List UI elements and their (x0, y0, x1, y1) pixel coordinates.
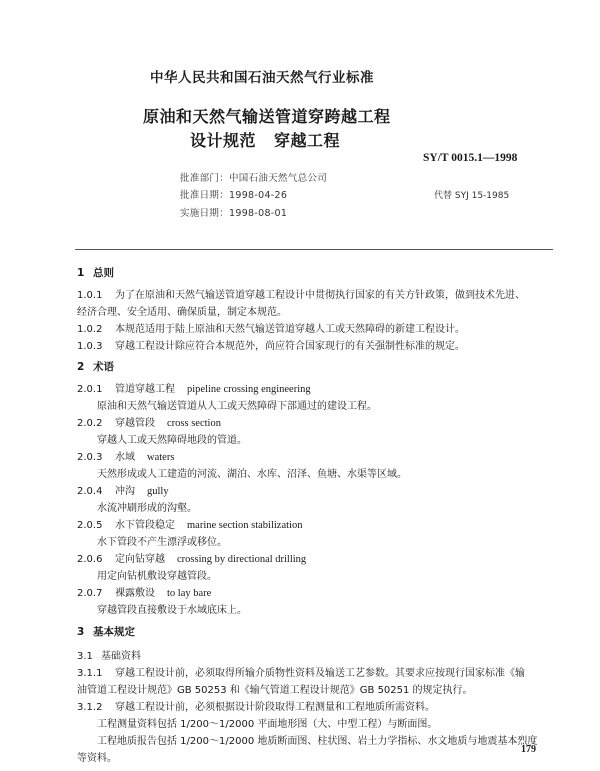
clause-continuation: 油管道工程设计规范》GB 50253 和《输气管道工程设计规范》GB 50251 的规定执行。 (77, 685, 473, 696)
approval-date: 批准日期：1998-04-26 (180, 190, 288, 201)
title-part-b: 穿越工程 (274, 131, 341, 150)
section-heading: 3 基本规定 (77, 626, 135, 638)
replaces-standard: 代替 SYJ 15-1985 (434, 191, 510, 201)
term-definition: 水流冲刷形成的沟壑。 (97, 503, 197, 514)
term-definition: 天然形成或人工建造的河流、湖泊、水库、沼泽、鱼塘、水渠等区域。 (97, 469, 407, 480)
effective-date: 实施日期：1998-08-01 (180, 208, 288, 219)
term-definition: 原油和天然气输送管道从人工或天然障碍下部通过的建设工程。 (97, 401, 377, 412)
clause-continuation: 等资料。 (77, 753, 117, 764)
term-entry: 2.0.4 冲沟 gully (77, 486, 169, 497)
page-number: 179 (521, 744, 536, 755)
subsection-heading: 3.1 基础资料 (77, 651, 141, 662)
term-definition: 穿越管段直接敷设于水域底床上。 (97, 605, 247, 616)
term-definition: 水下管段不产生漂浮或移位。 (97, 537, 227, 548)
clause-continuation: 经济合理、安全适用、确保质量，制定本规范。 (77, 307, 287, 318)
term-entry: 2.0.7 裸露敷设 to lay bare (77, 588, 212, 599)
clause: 1.0.3 穿越工程设计除应符合本规范外，尚应符合国家现行的有关强制性标准的规定。 (77, 341, 465, 352)
term-entry: 2.0.3 水域 waters (77, 452, 175, 463)
section-heading: 1 总则 (77, 267, 114, 279)
term-definition: 穿越人工或天然障碍地段的管道。 (97, 435, 247, 446)
issuing-organization: 中华人民共和国石油天然气行业标准 (150, 70, 374, 86)
title-line-1: 原油和天然气输送管道穿跨越工程 (143, 107, 391, 126)
term-entry: 2.0.6 定向钻穿越 crossing by directional drilling (77, 554, 307, 565)
term-definition: 用定向钻机敷设穿越管段。 (97, 571, 217, 582)
title-part-a: 设计规范 (190, 131, 257, 150)
term-entry: 2.0.5 水下管段稳定 marine section stabilization (77, 520, 303, 531)
term-entry: 2.0.1 管道穿越工程 pipeline crossing engineering (77, 384, 311, 395)
section-heading: 2 术语 (77, 361, 114, 373)
clause-continuation: 工程测量资料包括 1/200～1/2000 平面地形图（大、中型工程）与断面图。 (97, 719, 438, 730)
header-divider (75, 249, 553, 250)
clause: 3.1.2 穿越工程设计前，必须根据设计阶段取得工程测量和工程地质所需资料。 (77, 702, 435, 713)
clause: 1.0.1 为了在原油和天然气输送管道穿越工程设计中贯彻执行国家的有关方针政策，做到技术先进、 (77, 290, 525, 301)
title-line-2 (190, 128, 340, 151)
clause: 1.0.2 本规范适用于陆上原油和天然气输送管道穿越人工或天然障碍的新建工程设计。 (77, 324, 465, 335)
standard-code: SY/T 0015.1—1998 (423, 152, 518, 164)
clause: 3.1.1 穿越工程设计前，必须取得所输介质物性资料及输送工艺参数。其要求应按现行国家标准《输 (77, 668, 525, 679)
approval-authority: 批准部门：中国石油天然气总公司 (180, 173, 328, 184)
clause-continuation: 工程地质报告包括 1/200～1/2000 地质断面图、柱状图、岩土力学指标、水文地质与地震基本烈度 (97, 736, 538, 747)
term-entry: 2.0.2 穿越管段 cross section (77, 418, 221, 429)
